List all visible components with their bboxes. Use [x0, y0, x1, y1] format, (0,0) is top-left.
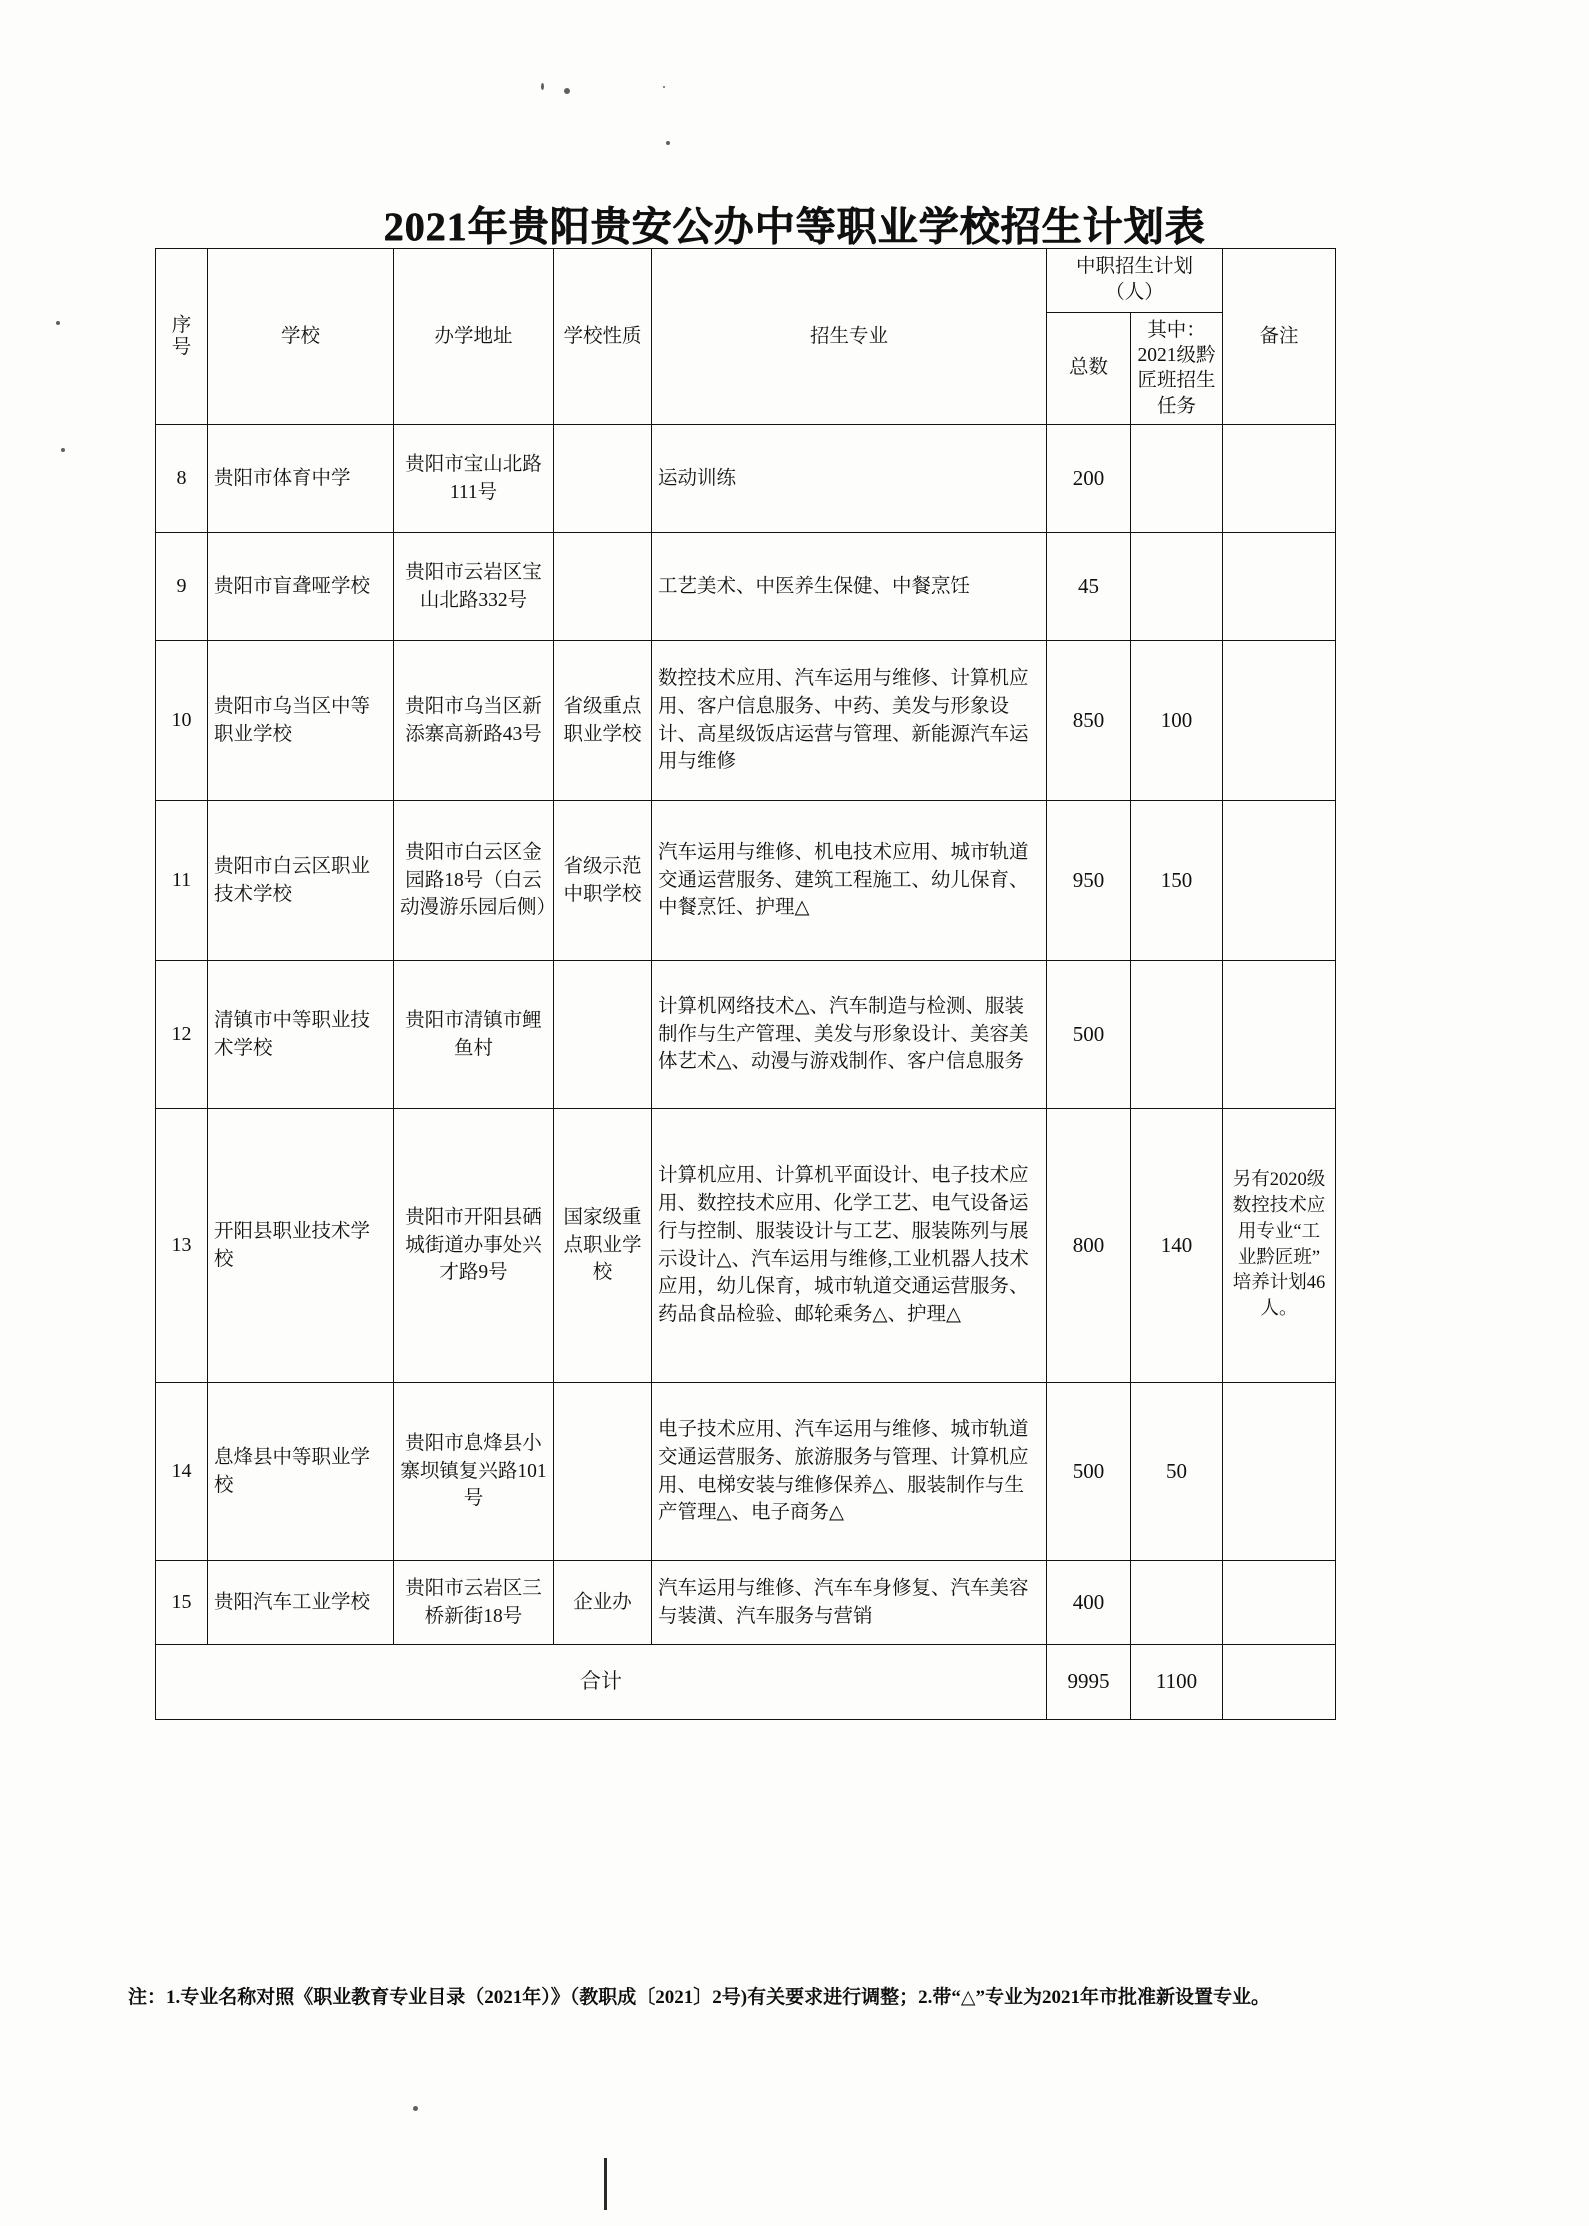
header-row-top: [156, 249, 1336, 313]
scan-speck: [56, 321, 60, 325]
table-row: [156, 801, 1336, 961]
enrollment-plan-table: [155, 248, 1336, 1720]
table-row: [156, 533, 1336, 641]
cell-total: 200: [1047, 425, 1131, 533]
table-footnote: 注：1.专业名称对照《职业教育专业目录（2021年）》（教职成〔2021〕2号)有关要求进行调整；2.带“△”专业为2021年市批准新设置专业。: [128, 1987, 1270, 2008]
cell-address: 贵阳市云岩区宝山北路332号: [394, 533, 554, 641]
cell-total-note: [1223, 1645, 1336, 1720]
plan-group-line2: （人）: [1105, 282, 1164, 304]
cell-seq: 12: [156, 961, 208, 1109]
cell-seq: 8: [156, 425, 208, 533]
cell-note: [1223, 1561, 1336, 1645]
cell-total: 400: [1047, 1561, 1131, 1645]
cell-note: 另有2020级数控技术应用专业“工业黔匠班”培养计划46人。: [1223, 1109, 1336, 1383]
cell-note: [1223, 425, 1336, 533]
table-body: [156, 425, 1336, 1720]
cell-note: [1223, 961, 1336, 1109]
cell-school: 贵阳市白云区职业技术学校: [208, 801, 394, 961]
scan-speck: [564, 88, 570, 94]
column-header-subtotal: 其中：2021级黔匠班招生任务: [1131, 312, 1223, 424]
scan-speck: [61, 448, 65, 452]
cell-address: 贵阳市宝山北路111号: [394, 425, 554, 533]
cell-school: 贵阳市盲聋哑学校: [208, 533, 394, 641]
cell-subtotal: 100: [1131, 641, 1223, 801]
cell-total-subtotal: 1100: [1131, 1645, 1223, 1720]
cell-total: 500: [1047, 1383, 1131, 1561]
cell-total-sum: 9995: [1047, 1645, 1131, 1720]
cell-subtotal: [1131, 961, 1223, 1109]
cell-seq: 10: [156, 641, 208, 801]
cell-seq: 13: [156, 1109, 208, 1383]
scan-speck: [663, 86, 665, 88]
table-row: [156, 1561, 1336, 1645]
cell-address: 贵阳市清镇市鲤鱼村: [394, 961, 554, 1109]
cell-major: 汽车运用与维修、机电技术应用、城市轨道交通运营服务、建筑工程施工、幼儿保育、中餐烹饪、护理△: [652, 801, 1047, 961]
table-row: [156, 425, 1336, 533]
cell-total-label: 合计: [156, 1645, 1047, 1720]
cell-subtotal: [1131, 425, 1223, 533]
table-row: [156, 1383, 1336, 1561]
scan-tick: [604, 2158, 607, 2210]
table-total-row: [156, 1645, 1336, 1720]
plan-table-container: [155, 248, 1335, 1720]
table-header: [156, 249, 1336, 425]
seq-header-line2: 号: [171, 336, 192, 358]
scan-speck: [666, 141, 670, 145]
column-header-school: 学校: [208, 249, 394, 425]
cell-nature: [554, 1383, 652, 1561]
cell-total: 45: [1047, 533, 1131, 641]
cell-school: 贵阳汽车工业学校: [208, 1561, 394, 1645]
cell-major: 电子技术应用、汽车运用与维修、城市轨道交通运营服务、旅游服务与管理、计算机应用、电梯安装与维修保养△、服装制作与生产管理△、电子商务△: [652, 1383, 1047, 1561]
cell-note: [1223, 801, 1336, 961]
cell-address: 贵阳市乌当区新添寨高新路43号: [394, 641, 554, 801]
column-header-total: 总数: [1047, 312, 1131, 424]
cell-major: 计算机应用、计算机平面设计、电子技术应用、数控技术应用、化学工艺、电气设备运行与控制、服装设计与工艺、服装陈列与展示设计△、汽车运用与维修,工业机器人技术应用，幼儿保育，城市轨道交通运营服务、药品食品检验、邮轮乘务△、护理△: [652, 1109, 1047, 1383]
cell-major: 数控技术应用、汽车运用与维修、计算机应用、客户信息服务、中药、美发与形象设计、高星级饭店运营与管理、新能源汽车运用与维修: [652, 641, 1047, 801]
cell-subtotal: [1131, 533, 1223, 641]
cell-nature: 国家级重点职业学校: [554, 1109, 652, 1383]
cell-school: 息烽县中等职业学校: [208, 1383, 394, 1561]
cell-major: 工艺美术、中医养生保健、中餐烹饪: [652, 533, 1047, 641]
cell-seq: 11: [156, 801, 208, 961]
cell-seq: 14: [156, 1383, 208, 1561]
cell-nature: 省级示范中职学校: [554, 801, 652, 961]
scan-speck: [413, 2106, 418, 2111]
cell-subtotal: 150: [1131, 801, 1223, 961]
cell-major: 汽车运用与维修、汽车车身修复、汽车美容与装潢、汽车服务与营销: [652, 1561, 1047, 1645]
seq-header-line1: 序: [171, 315, 192, 337]
cell-nature: [554, 533, 652, 641]
cell-note: [1223, 1383, 1336, 1561]
table-row: [156, 1109, 1336, 1383]
cell-total: 800: [1047, 1109, 1131, 1383]
cell-note: [1223, 533, 1336, 641]
cell-nature: [554, 961, 652, 1109]
column-header-major: 招生专业: [652, 249, 1047, 425]
cell-school: 贵阳市乌当区中等职业学校: [208, 641, 394, 801]
column-header-address: 办学地址: [394, 249, 554, 425]
cell-major: 计算机网络技术△、汽车制造与检测、服装制作与生产管理、美发与形象设计、美容美体艺术△、动漫与游戏制作、客户信息服务: [652, 961, 1047, 1109]
cell-subtotal: 140: [1131, 1109, 1223, 1383]
cell-address: 贵阳市白云区金园路18号（白云动漫游乐园后侧）: [394, 801, 554, 961]
cell-seq: 15: [156, 1561, 208, 1645]
page-title: 2021年贵阳贵安公办中等职业学校招生计划表: [383, 203, 1206, 249]
cell-nature: 企业办: [554, 1561, 652, 1645]
cell-school: 清镇市中等职业技术学校: [208, 961, 394, 1109]
cell-note: [1223, 641, 1336, 801]
column-header-plan-group: [1047, 249, 1223, 313]
cell-subtotal: 50: [1131, 1383, 1223, 1561]
cell-total: 500: [1047, 961, 1131, 1109]
table-row: [156, 641, 1336, 801]
cell-school: 开阳县职业技术学校: [208, 1109, 394, 1383]
cell-major: 运动训练: [652, 425, 1047, 533]
cell-school: 贵阳市体育中学: [208, 425, 394, 533]
cell-total: 950: [1047, 801, 1131, 961]
column-header-seq: [156, 249, 208, 425]
cell-seq: 9: [156, 533, 208, 641]
cell-subtotal: [1131, 1561, 1223, 1645]
cell-address: 贵阳市息烽县小寨坝镇复兴路101号: [394, 1383, 554, 1561]
cell-address: 贵阳市云岩区三桥新街18号: [394, 1561, 554, 1645]
column-header-note: 备注: [1223, 249, 1336, 425]
scan-speck: [541, 83, 544, 90]
plan-group-line1: 中职招生计划: [1076, 256, 1194, 277]
cell-nature: [554, 425, 652, 533]
cell-total: 850: [1047, 641, 1131, 801]
column-header-nature: 学校性质: [554, 249, 652, 425]
table-row: [156, 961, 1336, 1109]
cell-address: 贵阳市开阳县硒城街道办事处兴才路9号: [394, 1109, 554, 1383]
cell-nature: 省级重点职业学校: [554, 641, 652, 801]
